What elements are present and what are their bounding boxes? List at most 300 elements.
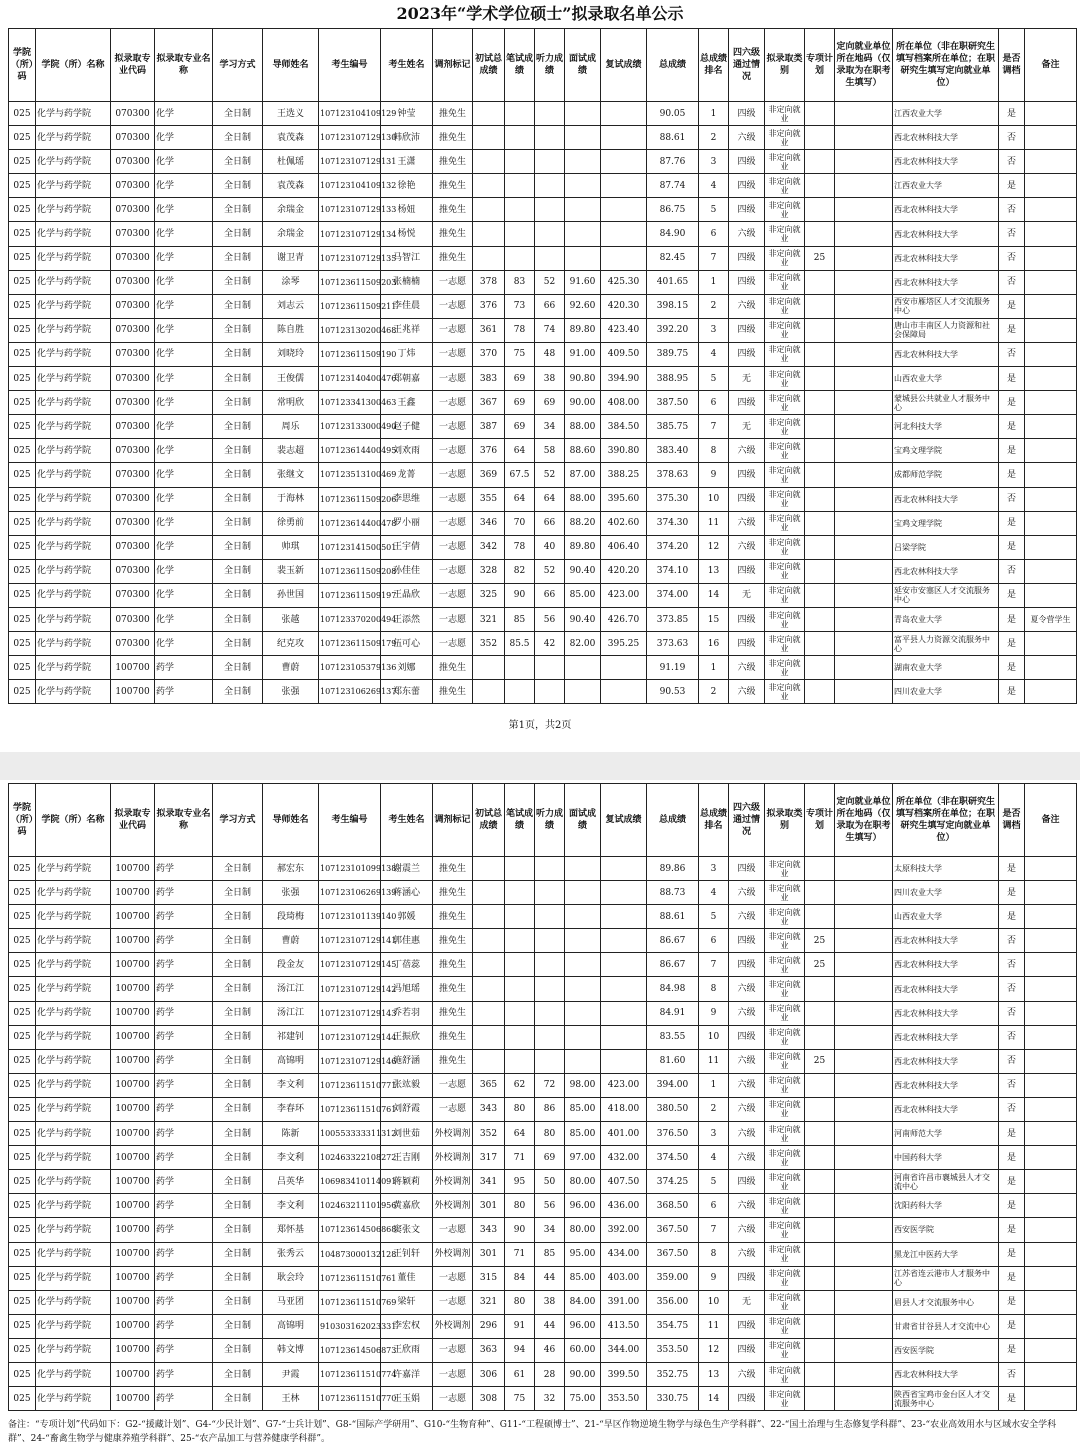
- table-cell: 025: [9, 1049, 36, 1073]
- table-cell: 非定向就业: [765, 1001, 805, 1025]
- table-cell: 90.05: [647, 102, 699, 126]
- table-cell: 药学: [155, 857, 213, 881]
- table-cell: 90: [505, 583, 535, 607]
- table-cell: [1025, 1218, 1077, 1242]
- table-cell: 全日制: [213, 1097, 263, 1121]
- table-cell: [805, 318, 835, 342]
- table-cell: 非定向就业: [765, 102, 805, 126]
- table-cell: 一志愿: [433, 487, 473, 511]
- table-cell: [505, 1025, 535, 1049]
- table-cell: 72: [535, 1073, 565, 1097]
- table-cell: 化学与药学院: [36, 367, 111, 391]
- table-cell: [805, 1242, 835, 1266]
- table-cell: 426.70: [601, 607, 647, 631]
- table-cell: 西北农林科技大学: [893, 953, 999, 977]
- table-cell: 帅琪: [263, 535, 319, 559]
- table-cell: 余瑞金: [263, 222, 319, 246]
- table-cell: 100700: [111, 857, 155, 881]
- table-cell: 341: [473, 1170, 505, 1194]
- table-cell: 化学与药学院: [36, 857, 111, 881]
- table-cell: 西安医学院: [893, 1338, 999, 1362]
- table-cell: 8: [699, 439, 729, 463]
- table-cell: 王钊轩: [381, 1242, 433, 1266]
- table-cell: 化学与药学院: [36, 953, 111, 977]
- table-cell: 025: [9, 367, 36, 391]
- table-cell: 69: [505, 367, 535, 391]
- table-cell: [601, 977, 647, 1001]
- table-cell: 80: [505, 1097, 535, 1121]
- table-cell: 郑朝嘉: [381, 367, 433, 391]
- table-cell: [1025, 680, 1077, 704]
- table-cell: 全日制: [213, 174, 263, 198]
- table-cell: 一志愿: [433, 1362, 473, 1386]
- table-cell: 四级: [729, 246, 765, 270]
- table-cell: [805, 1314, 835, 1338]
- table-cell: 全日制: [213, 246, 263, 270]
- table-cell: 西北农林科技大学: [893, 1001, 999, 1025]
- table-cell: [505, 953, 535, 977]
- table-cell: 非定向就业: [765, 607, 805, 631]
- table-cell: 吕梁学院: [893, 535, 999, 559]
- column-header: 调剂标记: [433, 29, 473, 102]
- table-cell: 全日制: [213, 1362, 263, 1386]
- table-cell: 5: [699, 1170, 729, 1194]
- table-cell: 070300: [111, 246, 155, 270]
- table-cell: 100700: [111, 1266, 155, 1290]
- table-cell: 7: [699, 953, 729, 977]
- table-cell: [505, 1049, 535, 1073]
- table-cell: 86.67: [647, 929, 699, 953]
- table-cell: [601, 953, 647, 977]
- table-cell: 非定向就业: [765, 953, 805, 977]
- table-cell: 90.00: [565, 391, 601, 415]
- table-cell: 070300: [111, 511, 155, 535]
- table-cell: 是: [999, 439, 1025, 463]
- table-cell: 025: [9, 1362, 36, 1386]
- table-cell: 80.00: [565, 1170, 601, 1194]
- table-cell: 025: [9, 318, 36, 342]
- table-cell: [1025, 656, 1077, 680]
- column-header: 专项计划: [805, 784, 835, 857]
- table-cell: [1025, 977, 1077, 1001]
- table-cell: [835, 905, 893, 929]
- table-cell: 四级: [729, 487, 765, 511]
- table-cell: 2: [699, 294, 729, 318]
- table-cell: 102463322108272: [319, 1146, 381, 1170]
- table-cell: 全日制: [213, 1122, 263, 1146]
- table-cell: 15: [699, 607, 729, 631]
- table-cell: [805, 1290, 835, 1314]
- table-cell: 非定向就业: [765, 246, 805, 270]
- table-cell: 非定向就业: [765, 1338, 805, 1362]
- table-cell: 8: [699, 1242, 729, 1266]
- table-cell: [473, 881, 505, 905]
- table-cell: 全日制: [213, 680, 263, 704]
- table-cell: [505, 246, 535, 270]
- table-cell: [835, 1073, 893, 1097]
- table-cell: [535, 1049, 565, 1073]
- table-cell: 六级: [729, 1194, 765, 1218]
- table-cell: 丁炜: [381, 342, 433, 366]
- table-cell: 非定向就业: [765, 977, 805, 1001]
- table-cell: 391.00: [601, 1290, 647, 1314]
- table-cell: [835, 535, 893, 559]
- table-row: [9, 367, 1077, 391]
- table-cell: [1025, 953, 1077, 977]
- table-cell: 推免生: [433, 174, 473, 198]
- table-cell: 化学与药学院: [36, 1073, 111, 1097]
- table-cell: 化学与药学院: [36, 559, 111, 583]
- table-cell: 化学与药学院: [36, 1170, 111, 1194]
- table-cell: [1025, 487, 1077, 511]
- table-cell: 刘舒霞: [381, 1097, 433, 1121]
- table-row: [9, 857, 1077, 881]
- table-cell: 一志愿: [433, 1290, 473, 1314]
- table-cell: 徐勇前: [263, 511, 319, 535]
- table-cell: [473, 1025, 505, 1049]
- table-cell: 六级: [729, 1073, 765, 1097]
- table-cell: 董佳: [381, 1266, 433, 1290]
- table-cell: 药学: [155, 1387, 213, 1411]
- table-cell: 100700: [111, 1338, 155, 1362]
- table-cell: 是: [999, 607, 1025, 631]
- table-row: [9, 126, 1077, 150]
- table-cell: [1025, 929, 1077, 953]
- table-cell: 296: [473, 1314, 505, 1338]
- table-cell: [1025, 1266, 1077, 1290]
- table-cell: [805, 1170, 835, 1194]
- table-cell: 64: [505, 439, 535, 463]
- table-cell: 全日制: [213, 150, 263, 174]
- table-cell: 杜佩瑶: [263, 150, 319, 174]
- table-cell: [1025, 1362, 1077, 1386]
- table-cell: 025: [9, 1266, 36, 1290]
- table-cell: 化学与药学院: [36, 246, 111, 270]
- table-cell: [835, 857, 893, 881]
- table-cell: 107123107129131: [319, 150, 381, 174]
- table-cell: 85: [535, 1242, 565, 1266]
- table-cell: 107123611510771: [319, 1073, 381, 1097]
- table-cell: 89.80: [565, 318, 601, 342]
- table-cell: [1025, 1001, 1077, 1025]
- table-cell: [805, 294, 835, 318]
- table-cell: 78: [505, 318, 535, 342]
- table-cell: 46: [535, 1338, 565, 1362]
- table-cell: [835, 102, 893, 126]
- table-cell: 李春环: [263, 1097, 319, 1121]
- column-header: 总成绩: [647, 29, 699, 102]
- table-cell: [1025, 367, 1077, 391]
- table-cell: 62: [505, 1073, 535, 1097]
- table-cell: 107123614506873: [319, 1338, 381, 1362]
- table-cell: [805, 222, 835, 246]
- table-cell: 100700: [111, 881, 155, 905]
- table-cell: 韩欣沛: [381, 126, 433, 150]
- table-cell: 四级: [729, 150, 765, 174]
- table-cell: 432.00: [601, 1146, 647, 1170]
- table-row: [9, 246, 1077, 270]
- table-cell: 070300: [111, 583, 155, 607]
- table-cell: 四级: [729, 857, 765, 881]
- table-cell: [505, 102, 535, 126]
- table-cell: 西北农林科技大学: [893, 246, 999, 270]
- table-cell: 化学与药学院: [36, 270, 111, 294]
- table-cell: 张楠楠: [381, 270, 433, 294]
- table-cell: 非定向就业: [765, 487, 805, 511]
- table-cell: 75: [505, 342, 535, 366]
- table-cell: 363: [473, 1338, 505, 1362]
- table-cell: 化学与药学院: [36, 1338, 111, 1362]
- table-cell: 全日制: [213, 102, 263, 126]
- table-cell: [1025, 270, 1077, 294]
- table-cell: 1: [699, 1073, 729, 1097]
- table-cell: 025: [9, 1170, 36, 1194]
- table-cell: 10: [699, 1290, 729, 1314]
- table-cell: 2: [699, 126, 729, 150]
- table-cell: 100700: [111, 929, 155, 953]
- table-cell: 5: [699, 905, 729, 929]
- table-row: [9, 1073, 1077, 1097]
- table-cell: 化学: [155, 487, 213, 511]
- table-cell: [835, 1049, 893, 1073]
- table-cell: 399.50: [601, 1362, 647, 1386]
- table-cell: 25: [805, 246, 835, 270]
- table-cell: 71: [505, 1146, 535, 1170]
- table-row: [9, 680, 1077, 704]
- table-cell: 025: [9, 511, 36, 535]
- table-cell: 是: [999, 367, 1025, 391]
- table-cell: 化学: [155, 535, 213, 559]
- table-cell: [835, 1362, 893, 1386]
- table-cell: 是: [999, 1194, 1025, 1218]
- table-cell: 425.30: [601, 270, 647, 294]
- table-cell: 非定向就业: [765, 1387, 805, 1411]
- table-cell: 全日制: [213, 511, 263, 535]
- table-cell: 六级: [729, 1001, 765, 1025]
- table-cell: 91: [505, 1314, 535, 1338]
- table-cell: 祁建钊: [263, 1025, 319, 1049]
- table-cell: [835, 680, 893, 704]
- table-cell: [835, 294, 893, 318]
- table-cell: [1025, 583, 1077, 607]
- table-cell: [1025, 1073, 1077, 1097]
- table-cell: 025: [9, 559, 36, 583]
- table-cell: 化学: [155, 150, 213, 174]
- table-header-row: [9, 29, 1077, 102]
- table-cell: 药学: [155, 953, 213, 977]
- table-cell: 全日制: [213, 1290, 263, 1314]
- table-cell: [835, 487, 893, 511]
- table-cell: 黄嘉欣: [381, 1194, 433, 1218]
- table-cell: 杨悦: [381, 222, 433, 246]
- table-cell: [835, 198, 893, 222]
- table-cell: 否: [999, 126, 1025, 150]
- table-cell: 52: [535, 463, 565, 487]
- table-cell: 100700: [111, 1025, 155, 1049]
- table-cell: 69: [535, 391, 565, 415]
- table-cell: 四级: [729, 953, 765, 977]
- table-cell: 孙世国: [263, 583, 319, 607]
- table-cell: [565, 126, 601, 150]
- table-row: [9, 656, 1077, 680]
- table-cell: 外校调剂: [433, 1194, 473, 1218]
- table-cell: 11: [699, 1049, 729, 1073]
- table-cell: [473, 929, 505, 953]
- table-cell: 裴志超: [263, 439, 319, 463]
- column-header: 拟录取专业代码: [111, 784, 155, 857]
- table-cell: 药学: [155, 1218, 213, 1242]
- table-cell: 一志愿: [433, 559, 473, 583]
- table-cell: 78: [505, 535, 535, 559]
- table-cell: 342: [473, 535, 505, 559]
- table-cell: 非定向就业: [765, 881, 805, 905]
- column-header: 总成绩: [647, 784, 699, 857]
- table-cell: 025: [9, 680, 36, 704]
- table-cell: 025: [9, 487, 36, 511]
- table-cell: [1025, 535, 1077, 559]
- table-cell: 刘欢雨: [381, 439, 433, 463]
- table-cell: 非定向就业: [765, 1049, 805, 1073]
- table-cell: [835, 511, 893, 535]
- table-cell: [601, 881, 647, 905]
- table-cell: 四川农业大学: [893, 680, 999, 704]
- table-cell: 85.00: [565, 1266, 601, 1290]
- table-row: [9, 1097, 1077, 1121]
- table-cell: [805, 535, 835, 559]
- table-cell: 化学: [155, 583, 213, 607]
- table-cell: 80.00: [565, 1218, 601, 1242]
- table-cell: 西北农林科技大学: [893, 150, 999, 174]
- table-cell: 化学: [155, 294, 213, 318]
- table-cell: 化学与药学院: [36, 1362, 111, 1386]
- table-cell: 107123107129146: [319, 1049, 381, 1073]
- table-cell: 谢卫青: [263, 246, 319, 270]
- table-cell: 否: [999, 1097, 1025, 1121]
- table-cell: 四川农业大学: [893, 881, 999, 905]
- table-cell: 38: [535, 367, 565, 391]
- table-cell: 392.20: [647, 318, 699, 342]
- table-cell: 刘晓玲: [263, 342, 319, 366]
- table-cell: 84.90: [647, 222, 699, 246]
- table-cell: 95.00: [565, 1242, 601, 1266]
- table-cell: 86.75: [647, 198, 699, 222]
- table-cell: 403.00: [601, 1266, 647, 1290]
- table-row: [9, 463, 1077, 487]
- table-cell: 025: [9, 1073, 36, 1097]
- table-cell: 7: [699, 1218, 729, 1242]
- table-cell: 化学与药学院: [36, 1146, 111, 1170]
- table-cell: 蒋颖莉: [381, 1170, 433, 1194]
- table-cell: 328: [473, 559, 505, 583]
- table-cell: 355: [473, 487, 505, 511]
- table-cell: 非定向就业: [765, 222, 805, 246]
- table-row: [9, 174, 1077, 198]
- table-cell: [835, 391, 893, 415]
- table-cell: 李佳晨: [381, 294, 433, 318]
- table-cell: [1025, 1025, 1077, 1049]
- table-cell: 025: [9, 126, 36, 150]
- table-cell: 推免生: [433, 1025, 473, 1049]
- column-header: 学院（所）码: [9, 784, 36, 857]
- table-cell: 321: [473, 607, 505, 631]
- table-cell: 全日制: [213, 270, 263, 294]
- table-cell: 025: [9, 929, 36, 953]
- table-cell: 367.50: [647, 1242, 699, 1266]
- table-cell: 107123611509208: [319, 559, 381, 583]
- table-cell: 非定向就业: [765, 1146, 805, 1170]
- table-cell: 是: [999, 656, 1025, 680]
- table-cell: 375.30: [647, 487, 699, 511]
- table-cell: [535, 977, 565, 1001]
- table-cell: 无: [729, 583, 765, 607]
- admission-table-page1: [8, 28, 1077, 704]
- table-cell: 非定向就业: [765, 294, 805, 318]
- table-cell: 100700: [111, 1097, 155, 1121]
- table-cell: [805, 1338, 835, 1362]
- table-cell: 107123101139140: [319, 905, 381, 929]
- table-cell: [805, 511, 835, 535]
- table-cell: 是: [999, 1218, 1025, 1242]
- table-cell: [505, 905, 535, 929]
- table-cell: [1025, 1290, 1077, 1314]
- table-cell: 100700: [111, 680, 155, 704]
- table-cell: [835, 463, 893, 487]
- table-cell: 394.90: [601, 367, 647, 391]
- table-cell: 409.50: [601, 342, 647, 366]
- table-cell: 罗小丽: [381, 511, 433, 535]
- table-cell: [565, 857, 601, 881]
- table-cell: 369: [473, 463, 505, 487]
- table-cell: 107123106269137: [319, 680, 381, 704]
- table-cell: 西北农林科技大学: [893, 198, 999, 222]
- table-cell: [835, 150, 893, 174]
- table-cell: 64: [505, 1122, 535, 1146]
- table-cell: 非定向就业: [765, 270, 805, 294]
- table-cell: 否: [999, 977, 1025, 1001]
- table-cell: 25: [805, 1049, 835, 1073]
- table-cell: 药学: [155, 1146, 213, 1170]
- table-cell: [473, 977, 505, 1001]
- table-cell: 全日制: [213, 1194, 263, 1218]
- table-cell: 107123101099138: [319, 857, 381, 881]
- table-cell: 陈新: [263, 1122, 319, 1146]
- table-cell: 025: [9, 905, 36, 929]
- table-cell: 无: [729, 367, 765, 391]
- table-cell: 化学: [155, 126, 213, 150]
- table-cell: 六级: [729, 1242, 765, 1266]
- table-cell: 青岛农业大学: [893, 607, 999, 631]
- table-cell: 非定向就业: [765, 1362, 805, 1386]
- table-cell: 100700: [111, 1146, 155, 1170]
- table-cell: 是: [999, 1242, 1025, 1266]
- table-cell: 否: [999, 198, 1025, 222]
- table-cell: 100700: [111, 977, 155, 1001]
- table-cell: 推免生: [433, 1049, 473, 1073]
- table-cell: 裴玉新: [263, 559, 319, 583]
- table-cell: 34: [535, 415, 565, 439]
- table-cell: 025: [9, 1146, 36, 1170]
- table-cell: 025: [9, 174, 36, 198]
- column-header: 考生姓名: [381, 784, 433, 857]
- table-cell: 107123107129133: [319, 198, 381, 222]
- table-cell: 91.60: [565, 270, 601, 294]
- table-row: [9, 1122, 1077, 1146]
- table-cell: 王潇: [381, 150, 433, 174]
- table-cell: 398.15: [647, 294, 699, 318]
- table-cell: [473, 150, 505, 174]
- table-cell: 一志愿: [433, 535, 473, 559]
- table-cell: 全日制: [213, 632, 263, 656]
